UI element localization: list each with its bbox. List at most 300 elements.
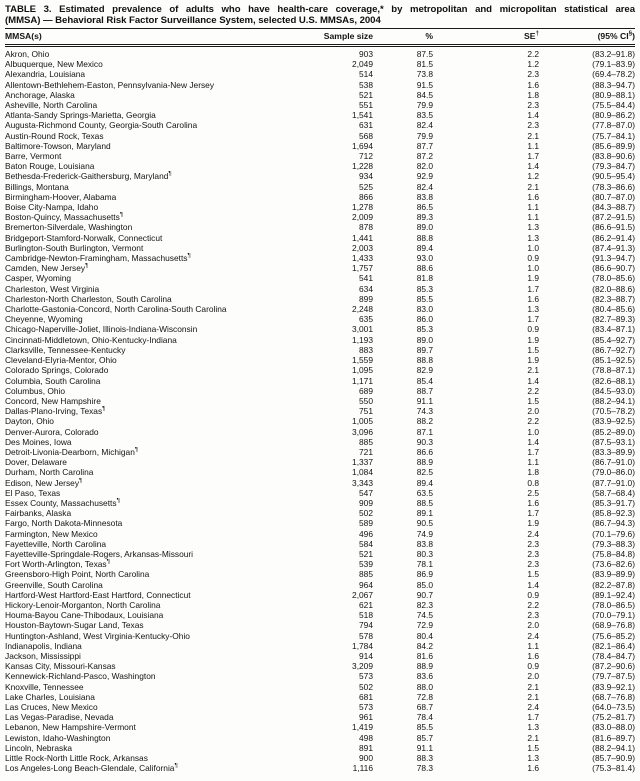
- mmsa-name-cell: Charleston-North Charleston, South Carolina: [5, 293, 172, 304]
- sample-size-cell: 1,694: [352, 140, 373, 151]
- sample-size-cell: 794: [359, 620, 373, 631]
- pilcrow-footnote-mark: ¶: [187, 253, 191, 260]
- table-row: [5, 529, 635, 539]
- mmsa-name-cell: Bridgeport-Stamford-Norwalk, Connecticut: [5, 232, 163, 243]
- ci-cell: (90.5–95.4): [592, 171, 635, 182]
- mmsa-name-cell: Charlotte-Gastonia-Concord, North Carolina-South Carolina: [5, 304, 227, 315]
- mmsa-name-cell: Dover, Delaware: [5, 457, 67, 468]
- mmsa-name-cell: Cheyenne, Wyoming: [5, 314, 83, 325]
- percent-cell: 89.0: [416, 334, 433, 345]
- sample-size-cell: 964: [359, 579, 373, 590]
- table-row: [5, 284, 635, 294]
- percent-cell: 83.6: [416, 671, 433, 682]
- mmsa-name-cell: Fairbanks, Alaska: [5, 508, 72, 519]
- percent-cell: 82.5: [416, 467, 433, 478]
- pilcrow-footnote-mark: ¶: [119, 212, 124, 219]
- mmsa-name-cell: Denver-Aurora, Colorado: [5, 426, 99, 437]
- ci-cell: (79.3–88.3): [592, 538, 635, 549]
- percent-cell: 72.8: [416, 691, 433, 702]
- pilcrow-footnote-mark: ¶: [134, 446, 139, 454]
- mmsa-name-cell: Las Vegas-Paradise, Nevada: [5, 712, 114, 723]
- prevalence-table: [5, 28, 635, 773]
- ci-cell: (83.8–90.6): [592, 151, 635, 162]
- percent-cell: 82.4: [416, 120, 433, 131]
- mmsa-name-cell: El Paso, Texas: [5, 487, 61, 498]
- se-cell: 1.4: [527, 436, 539, 447]
- table-row: [5, 467, 635, 477]
- percent-cell: 83.0: [416, 304, 433, 315]
- se-cell: 0.9: [527, 589, 539, 600]
- mmsa-name-cell: Farmington, New Mexico: [5, 528, 98, 539]
- percent-cell: 80.4: [416, 630, 433, 641]
- percent-cell: 63.5: [416, 487, 433, 498]
- se-cell: 1.3: [527, 304, 539, 315]
- mmsa-name-cell: Huntington-Ashland, West Virginia-Kentucky-Ohio: [5, 630, 190, 641]
- se-cell: 2.1: [527, 681, 539, 692]
- ci-cell: (85.7–90.9): [592, 753, 635, 764]
- percent-cell: 86.9: [416, 569, 433, 580]
- se-cell: 2.3: [527, 559, 539, 570]
- sample-size-cell: 547: [359, 487, 373, 498]
- se-cell: 2.3: [527, 69, 539, 80]
- mmsa-name-cell: Edison, New Jersey¶: [5, 477, 83, 488]
- se-cell: 1.4: [527, 579, 539, 590]
- mmsa-name-cell: Indianapolis, Indiana: [5, 640, 82, 651]
- table-row: [5, 733, 635, 743]
- percent-cell: 88.3: [416, 753, 433, 764]
- se-cell: 1.9: [527, 518, 539, 529]
- mmsa-name-cell: Fayetteville-Springdale-Rogers, Arkansas-Missouri: [5, 548, 194, 559]
- pilcrow-footnote-mark: ¶: [79, 477, 83, 484]
- percent-cell: 91.1: [416, 395, 433, 406]
- ci-cell: (75.7–84.1): [592, 130, 635, 141]
- ci-cell: (78.4–84.7): [592, 650, 635, 661]
- mmsa-name-cell: Lebanon, New Hampshire-Vermont: [5, 722, 136, 733]
- sample-size-cell: 900: [359, 753, 373, 764]
- percent-cell: 88.8: [416, 232, 433, 243]
- mmsa-name-cell: Barre, Vermont: [5, 151, 62, 162]
- mmsa-name-cell: Lewiston, Idaho-Washington: [5, 732, 111, 743]
- sample-size-cell: 634: [359, 283, 373, 294]
- sample-size-cell: 621: [359, 599, 373, 610]
- table-row: [5, 294, 635, 304]
- sample-size-cell: 909: [359, 497, 373, 508]
- ci-cell: (86.6–90.7): [592, 263, 635, 274]
- ci-cell: (78.0–86.5): [592, 599, 635, 610]
- mmsa-name-cell: Dayton, Ohio: [5, 416, 54, 427]
- ci-cell: (84.3–88.7): [592, 202, 635, 213]
- table-row: [5, 447, 635, 457]
- sample-size-cell: 2,049: [352, 59, 373, 70]
- se-cell: 1.5: [527, 344, 539, 355]
- table-row: [5, 100, 635, 110]
- sample-size-cell: 551: [359, 100, 373, 111]
- mmsa-name-cell: Lake Charles, Louisiana: [5, 691, 95, 702]
- mmsa-name-cell: Los Angeles-Long Beach-Glendale, California¶: [5, 763, 178, 774]
- ci-cell: (68.9–76.8): [592, 620, 635, 631]
- mmsa-name-cell: Allentown-Bethlehem-Easton, Pennsylvania-New Jersey: [5, 79, 215, 90]
- sample-size-cell: 2,248: [352, 304, 373, 315]
- percent-cell: 83.8: [416, 191, 433, 202]
- mmsa-name-cell: Akron, Ohio: [5, 49, 50, 59]
- percent-cell: 89.4: [416, 242, 433, 253]
- se-cell: 2.1: [527, 130, 539, 141]
- sample-size-cell: 1,784: [352, 640, 373, 651]
- percent-cell: 88.9: [416, 661, 433, 672]
- se-cell: 1.1: [527, 202, 539, 213]
- ci-cell: (75.6–85.2): [592, 630, 635, 641]
- table-row: [5, 253, 635, 263]
- table-row: [5, 406, 635, 416]
- mmsa-name-cell: Columbus, Ohio: [5, 385, 66, 396]
- percent-cell: 89.1: [416, 508, 433, 519]
- table-row: [5, 631, 635, 641]
- pilcrow-footnote-mark: ¶: [102, 406, 106, 413]
- sample-size-cell: 885: [359, 569, 373, 580]
- percent-cell: 87.1: [416, 426, 433, 437]
- se-cell: 1.1: [527, 640, 539, 651]
- table-title-line1: TABLE 3. Estimated prevalence of adults who have health-care coverage,* by metropolitan and micropolitan statistical area: [5, 4, 635, 15]
- ci-cell: (75.5–84.4): [592, 100, 635, 111]
- percent-cell: 81.5: [416, 59, 433, 70]
- se-cell: 1.9: [527, 355, 539, 366]
- mmsa-name-cell: Atlanta-Sandy Springs-Marietta, Georgia: [5, 110, 156, 121]
- table-row: [5, 569, 635, 579]
- percent-cell: 85.3: [416, 283, 433, 294]
- table-row: [5, 171, 635, 181]
- table-row: [5, 590, 635, 600]
- sample-size-cell: 573: [359, 702, 373, 712]
- ci-cell: (78.3–86.6): [592, 181, 635, 192]
- table-row: [5, 712, 635, 722]
- mmsa-name-cell: Augusta-Richmond County, Georgia-South Carolina: [5, 120, 198, 131]
- percent-cell: 88.5: [416, 497, 433, 508]
- percent-cell: 81.6: [416, 650, 433, 661]
- ci-cell: (69.4–78.2): [592, 69, 635, 80]
- mmsa-name-cell: Lincoln, Nebraska: [5, 742, 73, 753]
- se-cell: 1.4: [527, 110, 539, 121]
- table-row: [5, 304, 635, 314]
- se-cell: 1.7: [527, 446, 539, 457]
- ci-cell: (83.2–91.8): [592, 49, 635, 59]
- table-row: [5, 80, 635, 90]
- mmsa-name-cell: Columbia, South Carolina: [5, 375, 101, 386]
- ci-cell: (70.1–79.6): [592, 528, 635, 539]
- se-cell: 1.6: [527, 497, 539, 508]
- ci-cell: (82.2–87.8): [592, 579, 635, 590]
- mmsa-name-cell: Baltimore-Towson, Maryland: [5, 140, 111, 151]
- percent-cell: 88.0: [416, 681, 433, 692]
- percent-cell: 79.9: [416, 100, 433, 111]
- ci-cell: (85.8–92.3): [592, 508, 635, 519]
- mmsa-name-cell: Colorado Springs, Colorado: [5, 365, 109, 376]
- se-cell: 1.0: [527, 263, 539, 274]
- ci-cell: (85.4–92.7): [592, 334, 635, 345]
- percent-cell: 74.3: [416, 406, 433, 417]
- table-row: [5, 355, 635, 365]
- percent-cell: 80.3: [416, 548, 433, 559]
- percent-cell: 88.7: [416, 385, 433, 396]
- percent-cell: 73.8: [416, 69, 433, 80]
- mmsa-name-cell: Cambridge-Newton-Framingham, Massachusetts¶: [5, 253, 191, 264]
- sample-size-cell: 584: [359, 538, 373, 549]
- se-cell: 1.7: [527, 151, 539, 162]
- mmsa-name-cell: Cleveland-Elyria-Mentor, Ohio: [5, 355, 117, 366]
- ci-cell: (85.2–89.0): [592, 426, 635, 437]
- sample-size-cell: 635: [359, 314, 373, 325]
- table-row: [5, 182, 635, 192]
- table-row: [5, 212, 635, 222]
- sample-size-cell: 1,337: [352, 457, 373, 468]
- table-row: [5, 416, 635, 426]
- table-row: [5, 324, 635, 334]
- ci-cell: (83.3–89.9): [592, 446, 635, 457]
- ci-cell: (87.2–90.6): [592, 661, 635, 672]
- percent-cell: 74.9: [416, 528, 433, 539]
- ci-cell: (82.6–88.1): [592, 375, 635, 386]
- sample-size-cell: 502: [359, 508, 373, 519]
- sample-size-cell: 2,003: [352, 242, 373, 253]
- se-cell: 2.1: [527, 732, 539, 743]
- mmsa-name-cell: Asheville, North Carolina: [5, 100, 98, 111]
- ci-cell: (64.0–73.5): [592, 702, 635, 712]
- sample-size-cell: 518: [359, 610, 373, 621]
- ci-cell: (79.7–87.5): [592, 671, 635, 682]
- section-footnote-mark: §: [628, 30, 633, 38]
- pilcrow-footnote-mark: ¶: [116, 497, 120, 505]
- se-cell: 1.4: [527, 375, 539, 386]
- mmsa-name-cell: Anchorage, Alaska: [5, 89, 75, 100]
- mmsa-name-cell: Austin-Round Rock, Texas: [5, 130, 104, 141]
- table-row: [5, 692, 635, 702]
- se-cell: 1.6: [527, 79, 539, 90]
- table-row: [5, 641, 635, 651]
- mmsa-name-cell: Baton Rouge, Louisiana: [5, 161, 95, 172]
- percent-cell: 90.5: [416, 518, 433, 529]
- sample-size-cell: 541: [359, 273, 373, 284]
- percent-cell: 81.8: [416, 273, 433, 284]
- ci-cell: (78.0–85.6): [592, 273, 635, 284]
- ci-cell: (75.2–81.7): [592, 712, 635, 723]
- ci-cell: (80.4–85.6): [592, 304, 635, 315]
- percent-cell: 86.5: [416, 202, 433, 213]
- ci-cell: (85.3–91.7): [592, 497, 635, 508]
- ci-cell: (86.2–91.4): [592, 232, 635, 243]
- sample-size-cell: 1,757: [352, 263, 373, 274]
- column-header-se: SE†: [433, 29, 539, 46]
- sample-size-cell: 525: [359, 181, 373, 192]
- table-row: [5, 437, 635, 447]
- sample-size-cell: 578: [359, 630, 373, 641]
- percent-cell: 89.7: [416, 344, 433, 355]
- table-row: [5, 131, 635, 141]
- sample-size-cell: 496: [359, 528, 373, 539]
- se-cell: 2.2: [527, 385, 539, 396]
- se-cell: 0.9: [527, 324, 539, 335]
- mmsa-name-cell: Casper, Wyoming: [5, 273, 72, 284]
- percent-cell: 93.0: [416, 253, 433, 264]
- mmsa-name-cell: Camden, New Jersey¶: [5, 263, 89, 274]
- percent-cell: 78.4: [416, 712, 433, 723]
- pilcrow-footnote-mark: ¶: [106, 559, 111, 566]
- ci-cell: (88.2–94.1): [592, 395, 635, 406]
- sample-size-cell: 1,084: [352, 467, 373, 478]
- mmsa-name-cell: Houston-Baytown-Sugar Land, Texas: [5, 620, 144, 631]
- mmsa-name-cell: Fayetteville, North Carolina: [5, 538, 107, 549]
- ci-cell: (84.5–93.0): [592, 385, 635, 396]
- se-cell: 1.7: [527, 283, 539, 294]
- ci-cell: (78.8–87.1): [592, 365, 635, 376]
- pilcrow-footnote-mark: ¶: [168, 171, 172, 178]
- se-cell: 2.0: [527, 671, 539, 682]
- pilcrow-footnote-mark: ¶: [85, 263, 89, 270]
- table-row: [5, 600, 635, 610]
- sample-size-cell: 903: [359, 49, 373, 59]
- ci-cell: (83.9–89.9): [592, 569, 635, 580]
- percent-cell: 90.3: [416, 436, 433, 447]
- percent-cell: 90.7: [416, 589, 433, 600]
- sample-size-cell: 1,005: [352, 416, 373, 427]
- se-cell: 1.6: [527, 763, 539, 774]
- table-row: [5, 243, 635, 253]
- sample-size-cell: 681: [359, 691, 373, 702]
- mmsa-name-cell: Dallas-Plano-Irving, Texas¶: [5, 406, 106, 417]
- sample-size-cell: 521: [359, 89, 373, 100]
- ci-cell: (87.2–91.5): [592, 212, 635, 223]
- percent-cell: 68.7: [416, 702, 433, 712]
- se-cell: 2.4: [527, 528, 539, 539]
- se-cell: 2.2: [527, 599, 539, 610]
- table-row: [5, 46, 635, 60]
- percent-cell: 78.1: [416, 559, 433, 570]
- se-cell: 1.7: [527, 314, 539, 325]
- percent-cell: 78.3: [416, 763, 433, 774]
- ci-cell: (83.9–92.1): [592, 681, 635, 692]
- se-cell: 1.7: [527, 712, 539, 723]
- table-row: [5, 110, 635, 120]
- se-cell: 2.2: [527, 49, 539, 59]
- mmsa-name-cell: Albuquerque, New Mexico: [5, 59, 103, 70]
- ci-cell: (58.7–68.4): [592, 487, 635, 498]
- mmsa-name-cell: Durham, North Carolina: [5, 467, 94, 478]
- table-row: [5, 335, 635, 345]
- mmsa-name-cell: Kennewick-Richland-Pasco, Washington: [5, 671, 156, 682]
- mmsa-name-cell: Hickory-Lenoir-Morganton, North Carolina: [5, 599, 161, 610]
- se-cell: 1.8: [527, 467, 539, 478]
- sample-size-cell: 878: [359, 222, 373, 233]
- ci-cell: (86.7–92.7): [592, 344, 635, 355]
- mmsa-name-cell: Bethesda-Frederick-Gaithersburg, Maryland¶: [5, 171, 172, 182]
- percent-cell: 72.9: [416, 620, 433, 631]
- se-cell: 2.3: [527, 100, 539, 111]
- column-header-percent: %: [373, 29, 433, 46]
- sample-size-cell: 539: [359, 559, 373, 570]
- sample-size-cell: 1,193: [352, 334, 373, 345]
- mmsa-name-cell: Des Moines, Iowa: [5, 436, 72, 447]
- sample-size-cell: 1,541: [352, 110, 373, 121]
- ci-cell: (87.4–91.3): [592, 242, 635, 253]
- table-title: [5, 4, 635, 26]
- sample-size-cell: 2,067: [352, 589, 373, 600]
- table-row: [5, 263, 635, 273]
- sample-size-cell: 1,228: [352, 161, 373, 172]
- ci-cell: (77.8–87.0): [592, 120, 635, 131]
- table-row: [5, 386, 635, 396]
- mmsa-name-cell: Clarksville, Tennessee-Kentucky: [5, 344, 126, 355]
- mmsa-name-cell: Fort Worth-Arlington, Texas¶: [5, 559, 111, 570]
- ci-cell: (85.6–89.9): [592, 140, 635, 151]
- table-row: [5, 682, 635, 692]
- table-row: [5, 661, 635, 671]
- mmsa-name-cell: Jackson, Mississippi: [5, 650, 81, 661]
- ci-cell: (82.7–89.3): [592, 314, 635, 325]
- ci-cell: (68.7–76.8): [592, 691, 635, 702]
- mmsa-name-cell: Chicago-Naperville-Joliet, Illinois-Indiana-Wisconsin: [5, 324, 198, 335]
- percent-cell: 86.0: [416, 314, 433, 325]
- mmsa-name-cell: Kansas City, Missouri-Kansas: [5, 661, 116, 672]
- ci-cell: (83.0–88.0): [592, 722, 635, 733]
- table-row: [5, 518, 635, 528]
- sample-size-cell: 1,171: [352, 375, 373, 386]
- percent-cell: 82.3: [416, 599, 433, 610]
- table-row: [5, 478, 635, 488]
- percent-cell: 83.8: [416, 538, 433, 549]
- table-row: [5, 376, 635, 386]
- mmsa-name-cell: Boston-Quincy, Massachusetts¶: [5, 212, 124, 223]
- table-row: [5, 559, 635, 569]
- ci-cell: (70.5–78.2): [592, 406, 635, 417]
- table-row: [5, 192, 635, 202]
- mmsa-name-cell: Hartford-West Hartford-East Hartford, Connecticut: [5, 589, 191, 600]
- percent-cell: 85.4: [416, 375, 433, 386]
- ci-cell: (79.3–84.7): [592, 161, 635, 172]
- table-row: [5, 151, 635, 161]
- sample-size-cell: 568: [359, 130, 373, 141]
- percent-cell: 82.0: [416, 161, 433, 172]
- se-cell: 2.3: [527, 548, 539, 559]
- table-row: [5, 763, 635, 773]
- sample-size-cell: 891: [359, 742, 373, 753]
- mmsa-name-cell: Knoxville, Tennessee: [5, 681, 84, 692]
- ci-cell: (86.7–91.0): [592, 457, 635, 468]
- mmsa-name-cell: Bremerton-Silverdale, Washington: [5, 222, 133, 233]
- table-row: [5, 345, 635, 355]
- table-row: [5, 753, 635, 763]
- se-cell: 1.3: [527, 753, 539, 764]
- ci-cell: (86.6–91.5): [592, 222, 635, 233]
- table-row: [5, 457, 635, 467]
- se-cell: 2.0: [527, 620, 539, 631]
- ci-cell: (75.3–81.4): [592, 763, 635, 774]
- sample-size-cell: 3,209: [352, 661, 373, 672]
- sample-size-cell: 1,559: [352, 355, 373, 366]
- ci-cell: (80.9–86.2): [592, 110, 635, 121]
- ci-cell: (83.9–92.5): [592, 416, 635, 427]
- percent-cell: 82.4: [416, 181, 433, 192]
- ci-cell: (91.3–94.7): [592, 253, 635, 264]
- mmsa-name-cell: Las Cruces, New Mexico: [5, 702, 98, 712]
- ci-cell: (85.1–92.5): [592, 355, 635, 366]
- dagger-footnote-mark: †: [535, 30, 539, 38]
- table-row: [5, 498, 635, 508]
- se-cell: 2.1: [527, 691, 539, 702]
- table-title-line2: (MMSA) — Behavioral Risk Factor Surveillance System, selected U.S. MMSAs, 2004: [5, 15, 381, 26]
- table-row: [5, 610, 635, 620]
- ci-cell: (86.7–94.3): [592, 518, 635, 529]
- sample-size-cell: 1,095: [352, 365, 373, 376]
- pilcrow-footnote-mark: ¶: [174, 763, 178, 770]
- percent-cell: 87.7: [416, 140, 433, 151]
